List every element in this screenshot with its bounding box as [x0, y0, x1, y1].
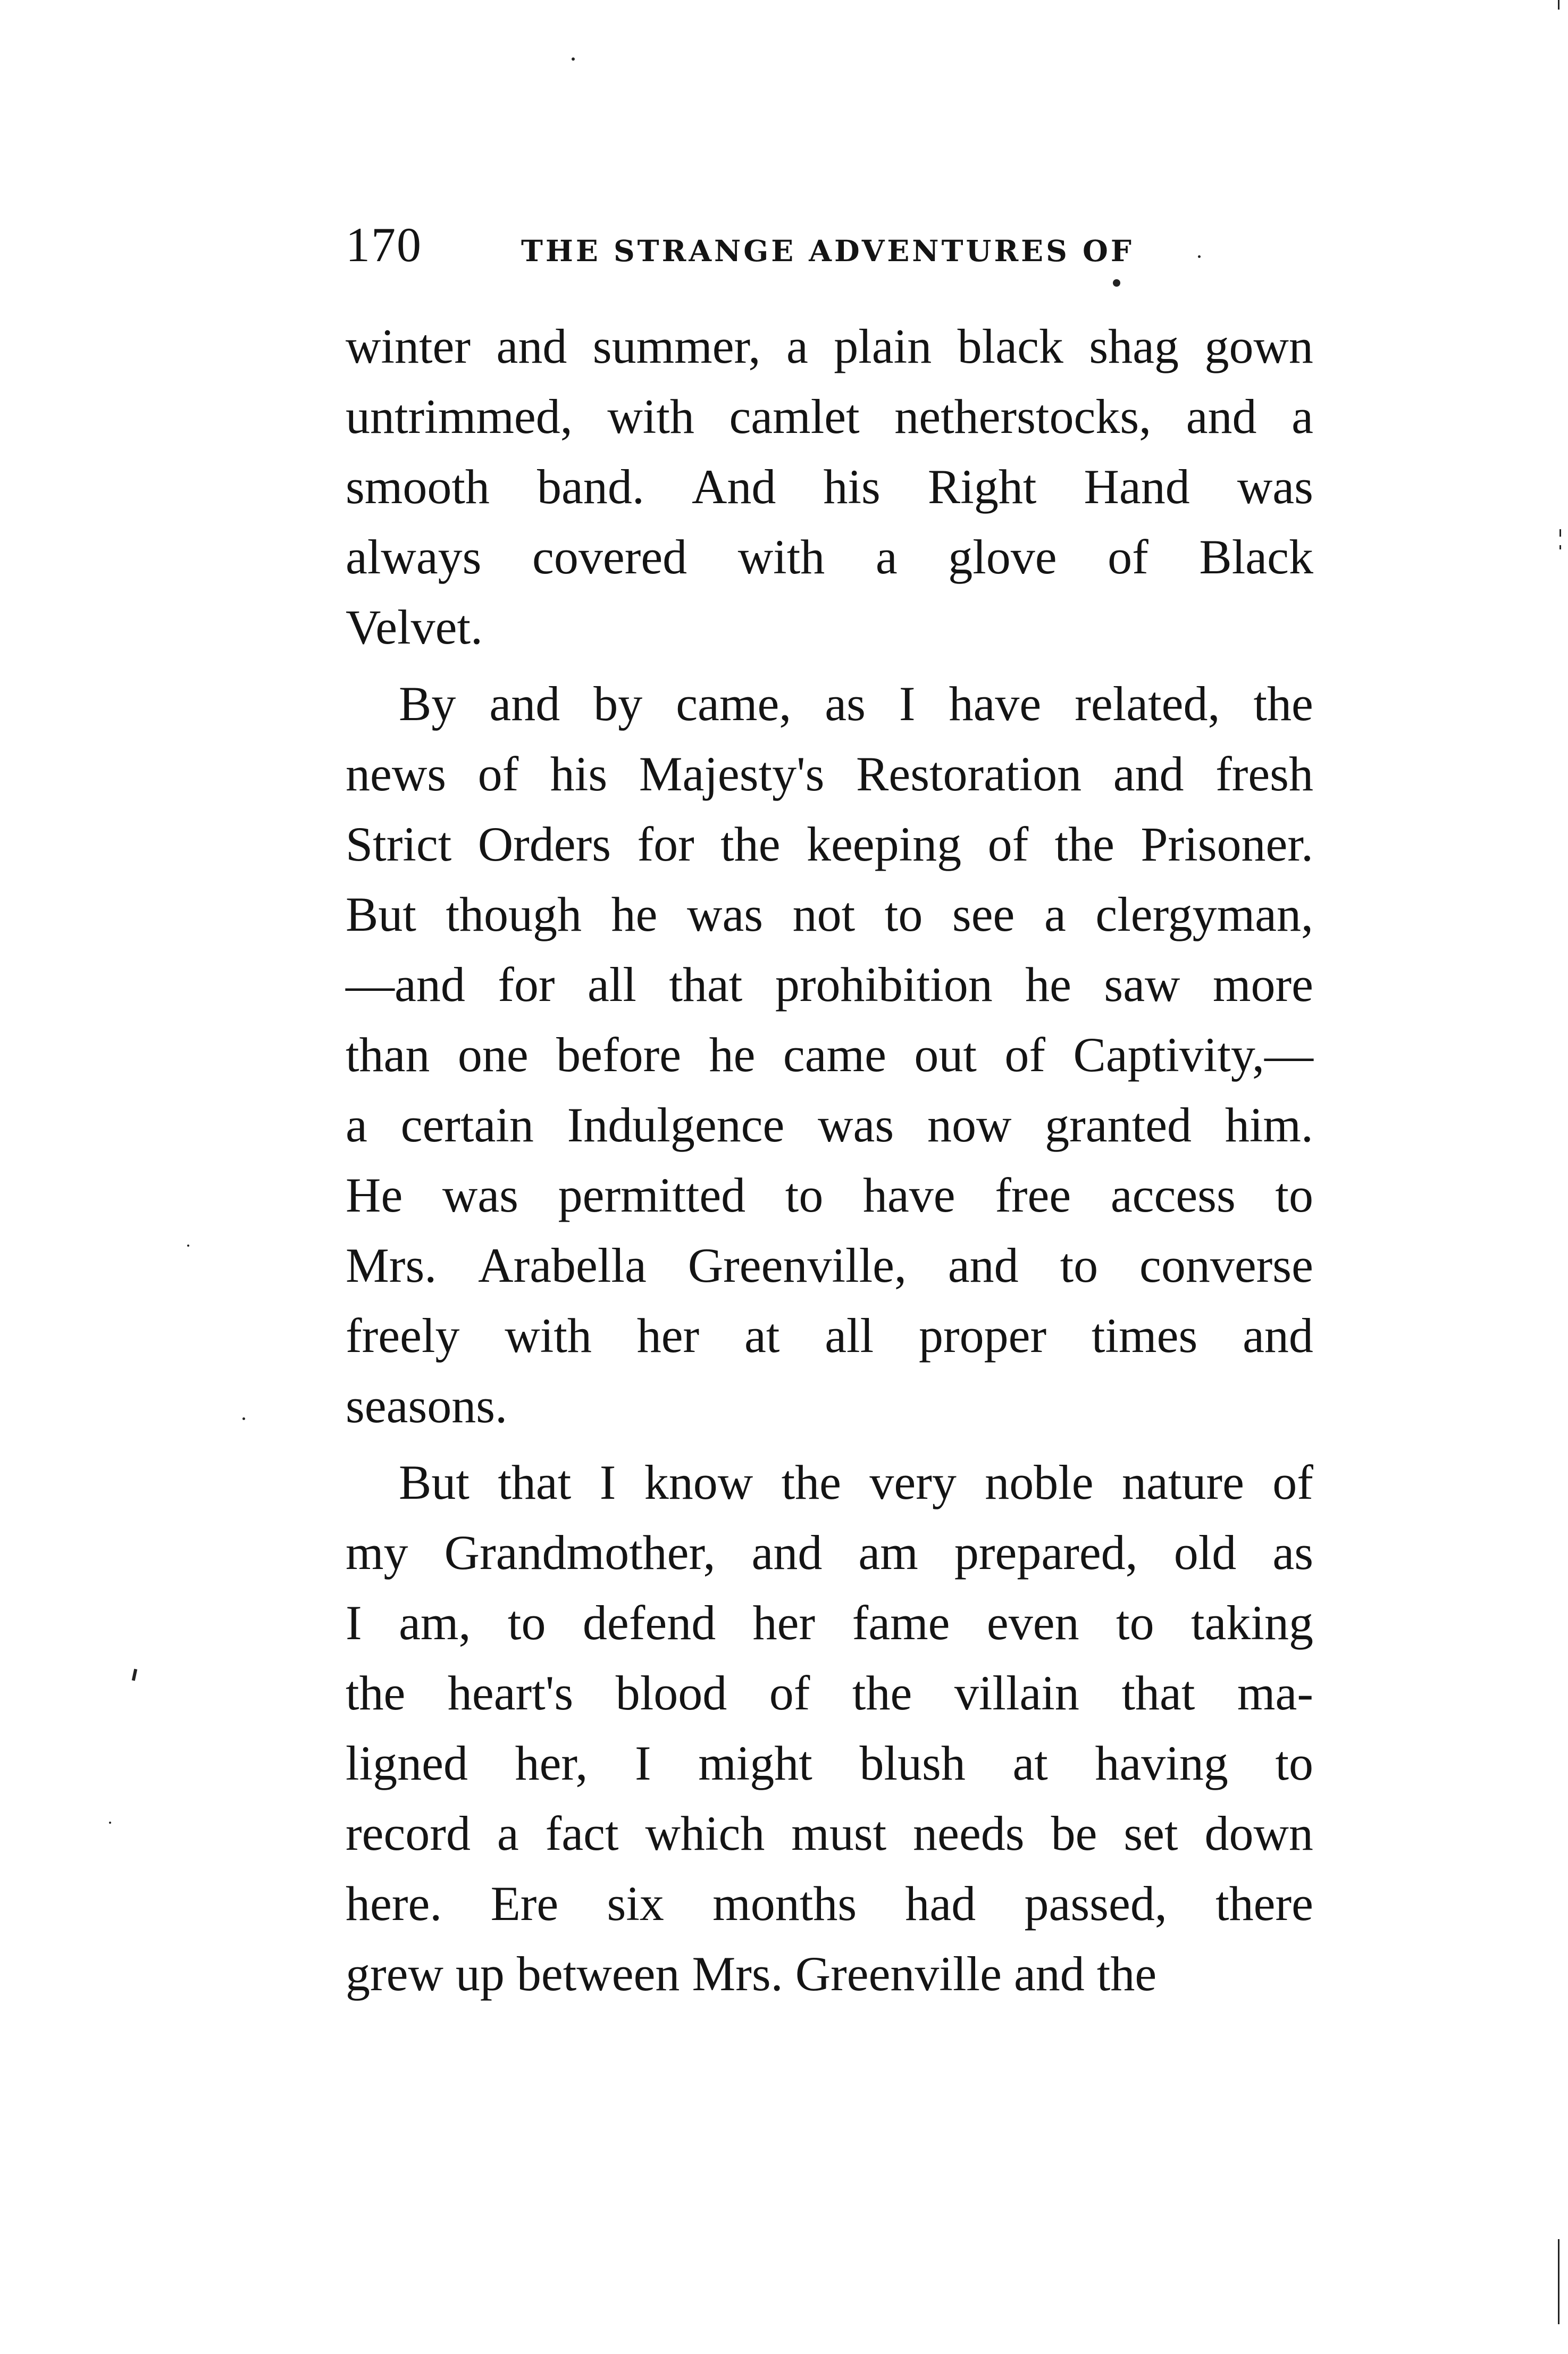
word: by [593, 677, 643, 731]
word: his [550, 747, 608, 801]
word: of [1004, 1028, 1046, 1082]
word: very [869, 1455, 957, 1509]
word: Hand [1084, 460, 1190, 514]
word: the [1054, 817, 1114, 871]
word: winter [346, 319, 471, 373]
word: having [1095, 1736, 1228, 1790]
word: record [346, 1806, 471, 1860]
word: had [905, 1876, 976, 1931]
text-line [346, 809, 1313, 879]
text-line [346, 1020, 1313, 1090]
word: untrimmed, [346, 389, 573, 444]
word: the [1253, 677, 1313, 731]
word: I [634, 1736, 651, 1790]
text-line [346, 1868, 1313, 1939]
word: know [644, 1455, 753, 1509]
word: Mrs. [692, 1947, 783, 2001]
word: summer, [592, 319, 761, 373]
word: But [399, 1455, 469, 1509]
word: her [752, 1596, 816, 1650]
word: the [781, 1455, 841, 1509]
body-text [346, 311, 1313, 2009]
text-line [346, 739, 1313, 809]
word: Indulgence [567, 1098, 785, 1152]
word: clergyman, [1095, 887, 1313, 941]
scan-speck [1113, 279, 1120, 287]
word: —and [346, 957, 465, 1012]
word: he [1025, 957, 1071, 1012]
word: a [1044, 887, 1066, 941]
word: was [687, 887, 764, 941]
word: one [457, 1028, 529, 1082]
word: to [1275, 1736, 1313, 1790]
word: ligned [346, 1736, 468, 1790]
text-line [346, 1658, 1313, 1728]
word: Orders [477, 817, 611, 871]
word: keeping [806, 817, 962, 871]
text-line [346, 669, 1313, 739]
word: which [645, 1806, 765, 1860]
word: with [737, 530, 825, 584]
word: that [669, 957, 743, 1012]
word: villain [954, 1666, 1079, 1720]
word: must [791, 1806, 887, 1860]
paragraph-gap [346, 662, 1313, 669]
text-line [346, 1517, 1313, 1588]
word: band. [537, 460, 644, 514]
word: with [607, 389, 694, 444]
word: freely [346, 1308, 460, 1363]
word: And [691, 460, 776, 514]
word: have [862, 1168, 955, 1222]
word: for [637, 817, 694, 871]
word: and [751, 1525, 823, 1580]
word: to [884, 887, 923, 941]
word: to [507, 1596, 546, 1650]
word: news [346, 747, 447, 801]
text-line [346, 381, 1313, 452]
word: I [346, 1596, 362, 1650]
word: Black [1199, 530, 1313, 584]
word: months [712, 1876, 857, 1931]
word: heart's [447, 1666, 574, 1720]
word: a [786, 319, 808, 373]
text-line [346, 1447, 1313, 1517]
word: have [949, 677, 1042, 731]
word: camlet [729, 389, 860, 444]
word: access [1110, 1168, 1236, 1222]
word: plain [834, 319, 932, 373]
scan-speck [242, 1417, 245, 1420]
word: prohibition [775, 957, 993, 1012]
scan-speck [1198, 255, 1201, 258]
word: there [1215, 1876, 1313, 1931]
word: taking [1191, 1596, 1313, 1650]
word: a [1292, 389, 1313, 444]
word: to [785, 1168, 824, 1222]
word: for [498, 957, 555, 1012]
word: her [636, 1308, 700, 1363]
word: shag [1089, 319, 1179, 373]
text-line [346, 1939, 1313, 2009]
word: was [442, 1168, 518, 1222]
word: to [1275, 1168, 1313, 1222]
word: I [899, 677, 916, 731]
word: converse [1139, 1238, 1313, 1292]
word: to [1116, 1596, 1154, 1650]
word: the [720, 817, 781, 871]
scan-speck [187, 1245, 189, 1247]
word: that [498, 1455, 572, 1509]
word: seasons. [346, 1379, 508, 1433]
word: By [399, 677, 456, 731]
text-line [346, 1588, 1313, 1658]
word: Strict [346, 817, 452, 871]
scan-speck [1559, 529, 1561, 537]
word: netherstocks, [894, 389, 1152, 444]
word: am, [399, 1596, 471, 1650]
word: that [1121, 1666, 1195, 1720]
text-line [346, 1728, 1313, 1798]
word: of [1272, 1455, 1313, 1509]
word: he [611, 887, 658, 941]
word: all [825, 1308, 874, 1363]
word: certain [400, 1098, 534, 1152]
word: his [823, 460, 881, 514]
word: of [987, 817, 1029, 871]
word: blood [615, 1666, 727, 1720]
word: passed, [1024, 1876, 1167, 1931]
text-line [346, 1798, 1313, 1868]
word: between [516, 1947, 680, 2001]
word: of [1108, 530, 1148, 584]
word: Mrs. [346, 1238, 437, 1292]
text-line [346, 452, 1313, 522]
word: Right [927, 460, 1037, 514]
word: Majesty's [639, 747, 825, 801]
word: Grandmother, [444, 1525, 716, 1580]
word: see [952, 887, 1015, 941]
word: a [497, 1806, 519, 1860]
word: free [995, 1168, 1071, 1222]
running-head: THE STRANGE ADVENTURES OF [521, 233, 1134, 268]
word: prepared, [954, 1525, 1138, 1580]
word: fact [545, 1806, 619, 1860]
word: was [818, 1098, 894, 1152]
word: am [858, 1525, 918, 1580]
word: related, [1075, 677, 1220, 731]
word: covered [532, 530, 687, 584]
text-line [346, 879, 1313, 949]
word: permitted [558, 1168, 746, 1222]
word: as [1272, 1525, 1313, 1580]
word: more [1212, 957, 1313, 1012]
word: and [489, 677, 560, 731]
scan-speck [132, 1669, 137, 1681]
word: saw [1104, 957, 1180, 1012]
word: and [1243, 1308, 1313, 1363]
word: all [588, 957, 636, 1012]
text-line [346, 1371, 1313, 1441]
text-line [346, 311, 1313, 381]
scan-speck [572, 57, 575, 61]
page-header [346, 207, 1313, 282]
word: and [947, 1238, 1019, 1292]
word: and [496, 319, 567, 373]
word: here. [346, 1876, 442, 1931]
word: granted [1045, 1098, 1192, 1152]
word: might [698, 1736, 812, 1790]
word: He [346, 1168, 403, 1222]
word: of [769, 1666, 810, 1720]
word: grew [346, 1947, 443, 2001]
word: set [1123, 1806, 1178, 1860]
text-line [346, 1300, 1313, 1371]
word: of [477, 747, 519, 801]
word: was [1237, 460, 1313, 514]
word: I [599, 1455, 616, 1509]
word: and [1113, 747, 1184, 801]
word: a [346, 1098, 367, 1152]
word: noble [985, 1455, 1094, 1509]
word: be [1051, 1806, 1097, 1860]
word: at [1012, 1736, 1048, 1790]
word: with [505, 1308, 592, 1363]
text-line [346, 1160, 1313, 1230]
word: nature [1122, 1455, 1244, 1509]
word: out [914, 1028, 977, 1082]
scan-speck [1558, 2239, 1559, 2324]
word: not [792, 887, 856, 941]
word: ma- [1237, 1666, 1313, 1720]
word: and [1186, 389, 1257, 444]
word: came [783, 1028, 886, 1082]
word: defend [582, 1596, 716, 1650]
word: up [455, 1947, 505, 2001]
word: Restoration [856, 747, 1082, 801]
word: the [852, 1666, 912, 1720]
word: blush [859, 1736, 966, 1790]
word: Ere [490, 1876, 559, 1931]
word: fresh [1215, 747, 1313, 801]
text-line [346, 1230, 1313, 1300]
word: though [446, 887, 582, 941]
scan-speck [109, 1822, 111, 1824]
text-line [346, 1090, 1313, 1160]
word: and [1013, 1947, 1085, 2001]
word: my [346, 1525, 408, 1580]
word: to [1060, 1238, 1099, 1292]
word: times [1091, 1308, 1198, 1363]
word: gown [1204, 319, 1313, 373]
word: came, [676, 677, 792, 731]
word: Velvet. [346, 600, 483, 654]
word: needs [913, 1806, 1025, 1860]
word: Greenville, [687, 1238, 907, 1292]
word: Prisoner. [1141, 817, 1313, 871]
word: black [957, 319, 1063, 373]
page-number: 170 [346, 218, 422, 272]
word: before [556, 1028, 682, 1082]
word: the [346, 1666, 406, 1720]
word: glove [948, 530, 1057, 584]
word: proper [919, 1308, 1047, 1363]
word: fame [852, 1596, 950, 1650]
word: even [986, 1596, 1079, 1650]
scan-speck [1558, 0, 1559, 10]
word: Arabella [478, 1238, 647, 1292]
paragraph-gap [346, 1441, 1313, 1447]
word: smooth [346, 460, 490, 514]
word: old [1173, 1525, 1237, 1580]
word: at [744, 1308, 780, 1363]
word: he [709, 1028, 756, 1082]
scan-speck [1559, 545, 1561, 549]
word: down [1204, 1806, 1313, 1860]
word: a [875, 530, 898, 584]
text-line [346, 949, 1313, 1020]
word: her, [515, 1736, 588, 1790]
word: Captivity,— [1073, 1028, 1313, 1082]
word: him. [1225, 1098, 1313, 1152]
word: Greenville [795, 1947, 1002, 2001]
word: six [607, 1876, 664, 1931]
text-line [346, 522, 1313, 592]
word: now [927, 1098, 1012, 1152]
word: the [1096, 1947, 1157, 2001]
word: always [346, 530, 482, 584]
word: But [346, 887, 416, 941]
text-line [346, 592, 1313, 662]
word: than [346, 1028, 430, 1082]
word: as [825, 677, 866, 731]
